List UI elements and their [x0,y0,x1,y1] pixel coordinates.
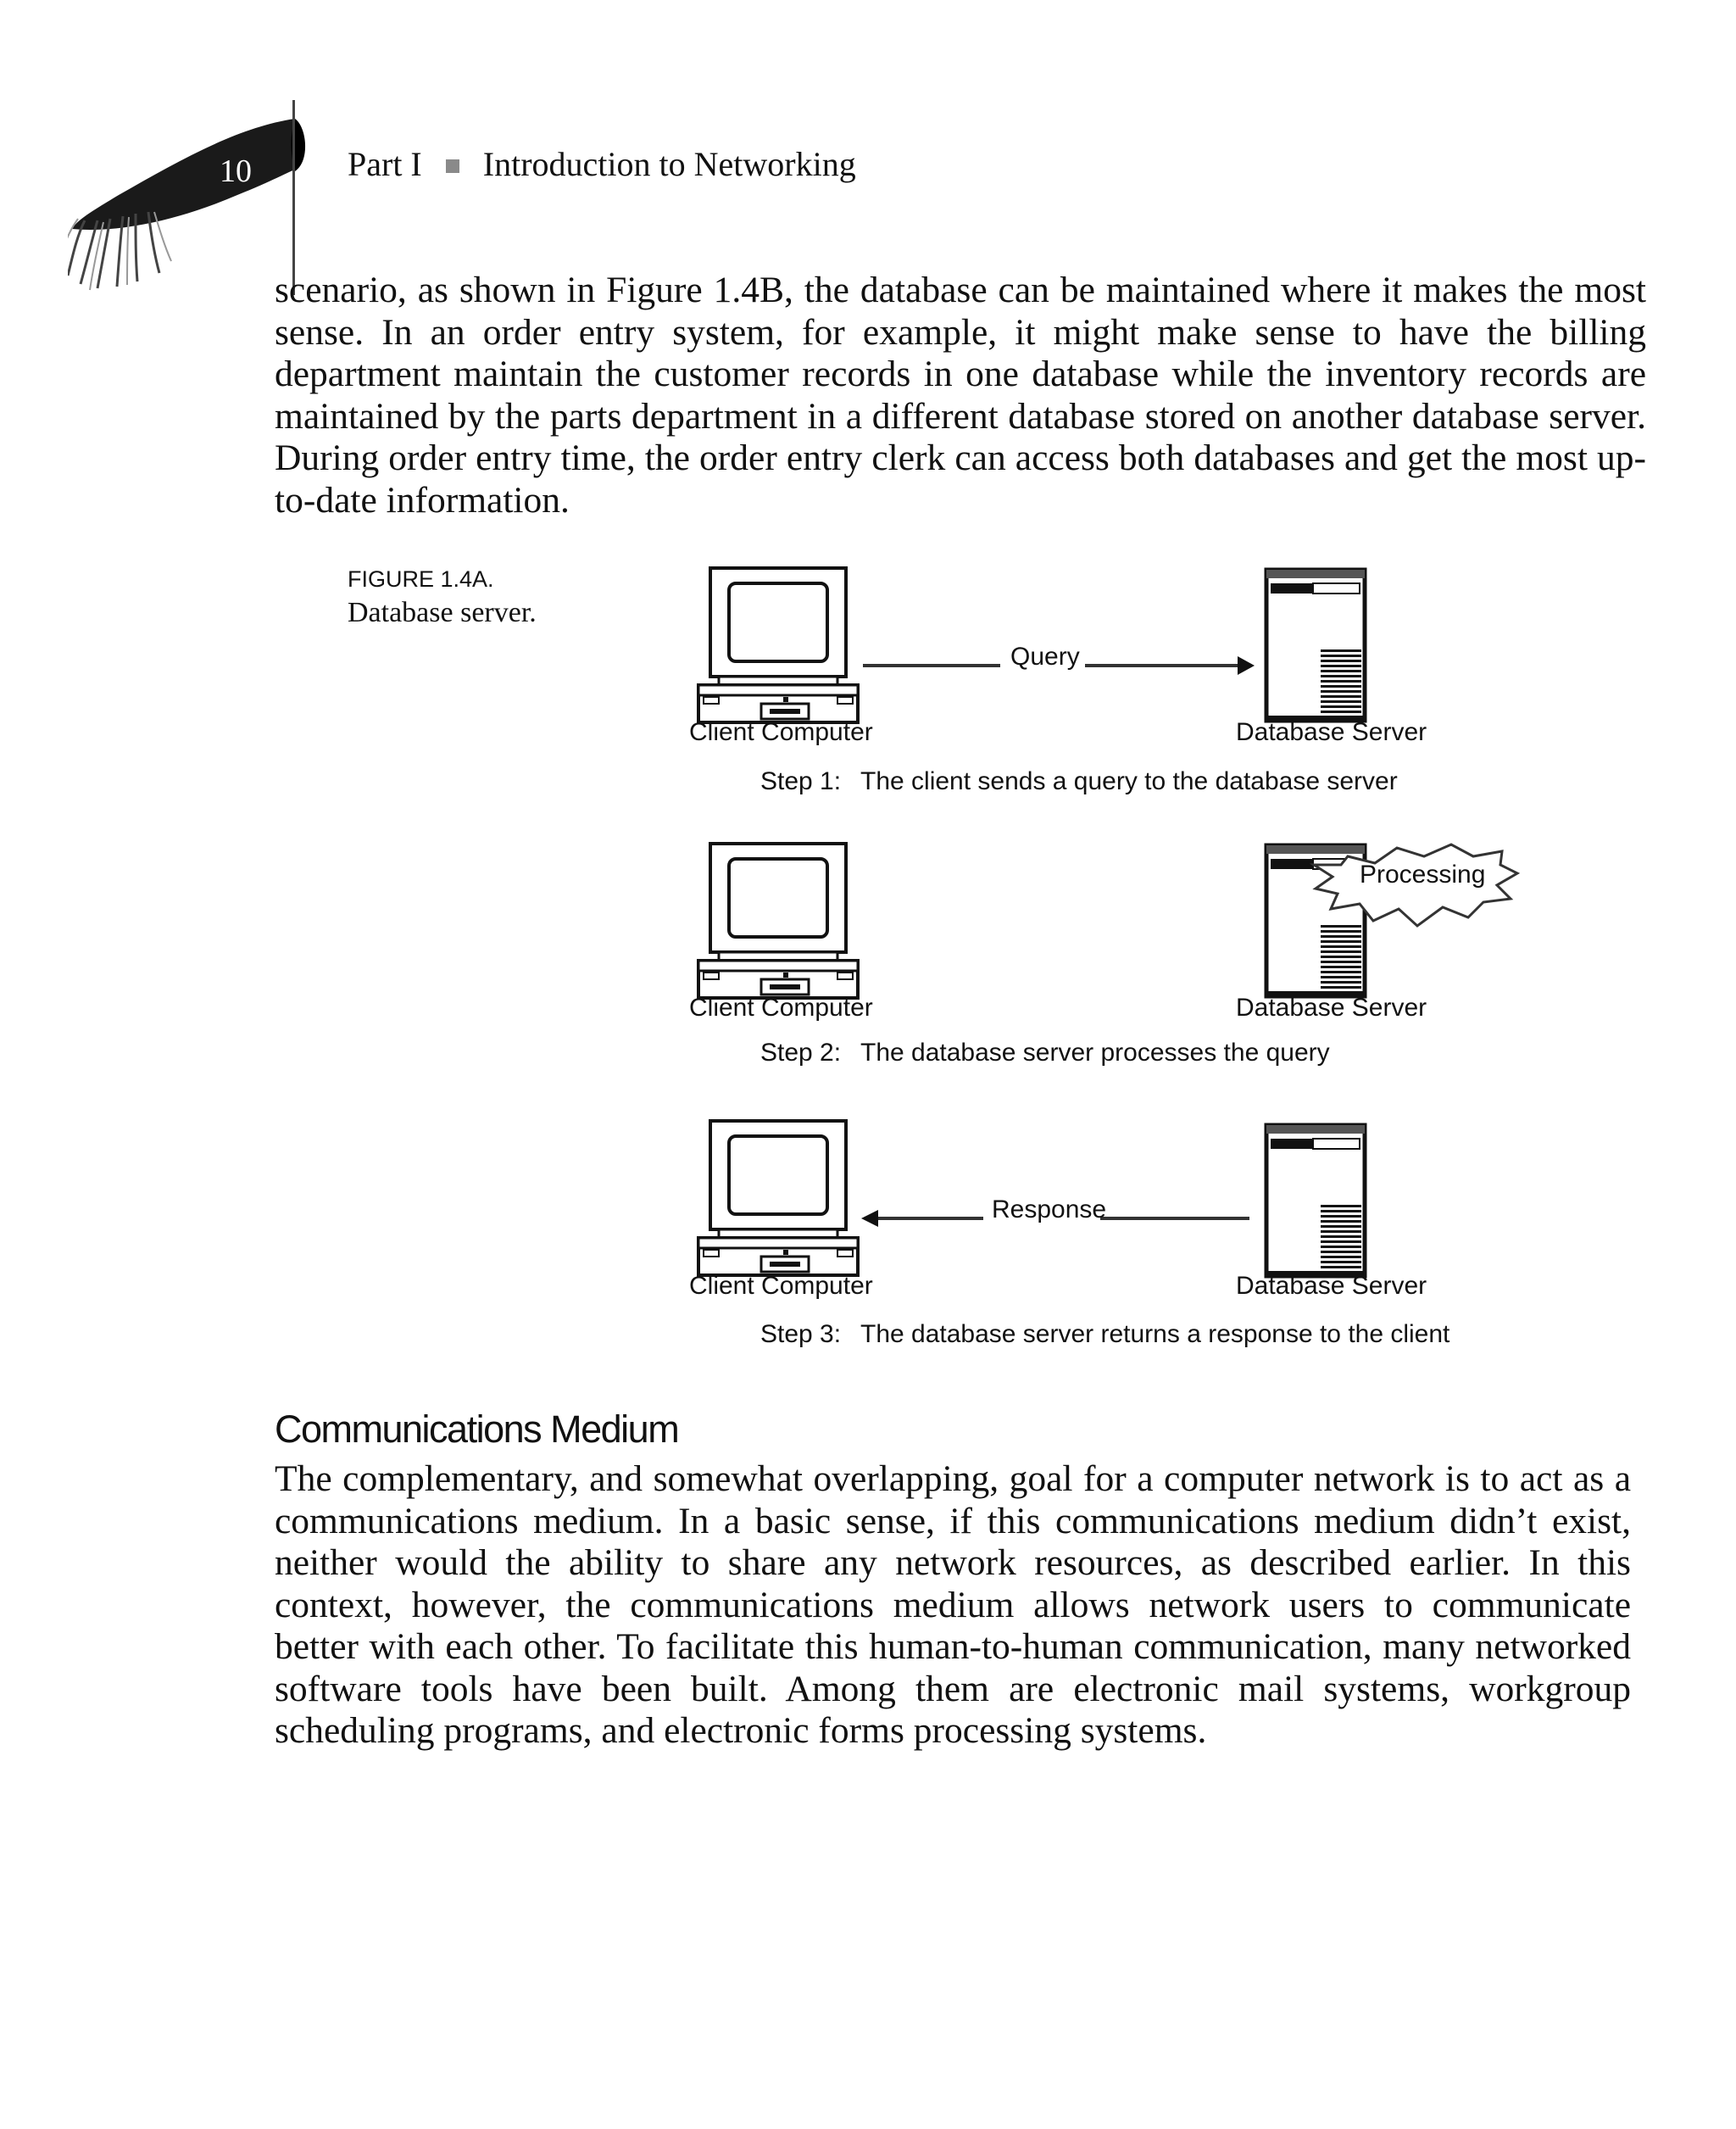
processing-label: Processing [1360,861,1486,889]
section-paragraph: The complementary, and somewhat overlapping, goal for a computer network is to act as a communications medium. In a basic sense, if this communications medium didn’t exist, neither would the ability to share any network resources, as described earlier. In this context, however, the communications medium allows network users to communicate better with each other. To facilitate this human-to-human communication, many networked software tools have been built. Among them are electronic mail systems, workgroup scheduling programs, and electronic forms processing systems. [275,1458,1631,1751]
database-server-icon [1266,1125,1365,1276]
client-computer-label: Client Computer [689,718,873,746]
step-2-caption [760,1039,1330,1067]
step-number: Step 3: [760,1320,842,1348]
page-number: 10 [220,153,252,189]
database-server-label: Database Server [1236,994,1427,1022]
figure-caption: Database server. [348,597,537,628]
response-label: Response [992,1195,1107,1223]
arrow-right-icon [1238,656,1255,675]
step-1-caption [760,767,1398,796]
database-server-icon [1266,570,1365,721]
client-computer-icon [698,844,858,998]
query-label: Query [1010,643,1080,671]
step-number: Step 1: [760,767,842,795]
figure-label: FIGURE 1.4A. [348,566,494,592]
chapter-title: Introduction to Networking [482,145,856,183]
database-server-label: Database Server [1236,718,1427,746]
step-3-caption [760,1320,1449,1349]
client-computer-label: Client Computer [689,994,873,1022]
step-text: The client sends a query to the database server [860,767,1398,795]
step-text: The database server processes the query [860,1039,1330,1067]
part-label: Part I [348,145,422,183]
step-text: The database server returns a response to the client [860,1320,1450,1348]
arrow-left-icon [861,1210,878,1227]
database-server-label: Database Server [1236,1272,1427,1300]
client-computer-icon [698,1121,858,1275]
step-number: Step 2: [760,1039,842,1067]
client-computer-label: Client Computer [689,1272,873,1300]
intro-paragraph: scenario, as shown in Figure 1.4B, the database can be maintained where it makes the most sense. In an order entry system, for example, it might make sense to have the billing department maintain the customer records in one database while the inventory records are maintained by the parts department in a different database stored on another database server. During order entry time, the order entry clerk can access both databases and get the most up-to-date information. [275,270,1646,521]
section-heading: Communications Medium [275,1407,679,1451]
client-computer-icon [698,568,858,722]
